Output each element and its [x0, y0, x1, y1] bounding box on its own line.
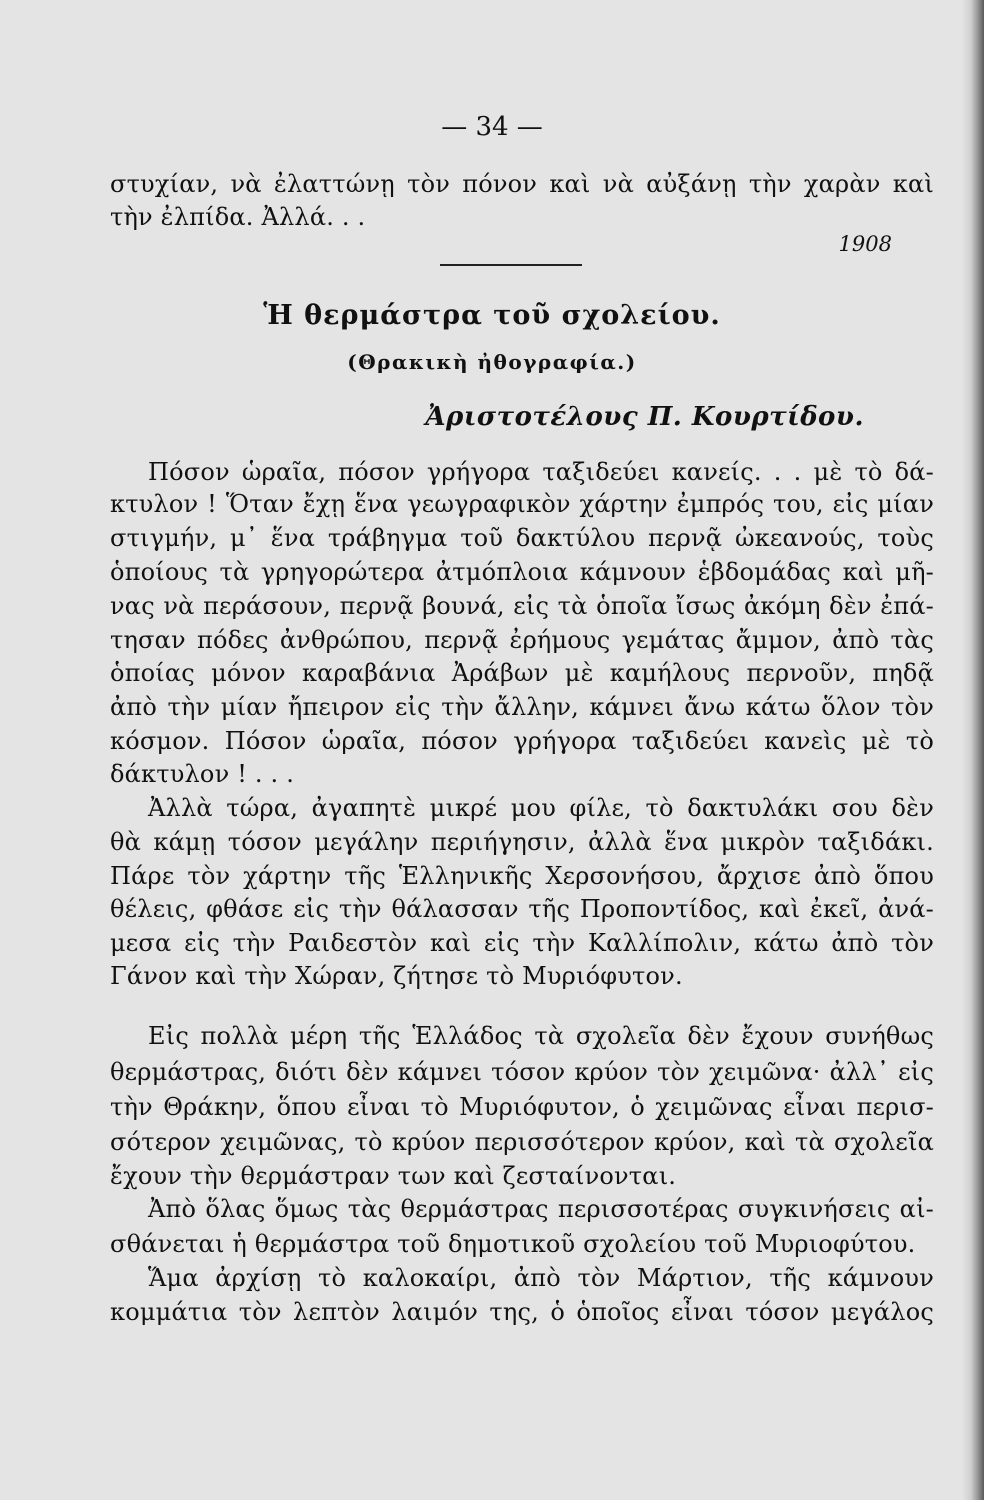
paragraph-line: Ἀπὸ ὅλας ὅμως τὰς θερμάστρας περισσοτέρας συγκινήσεις αἰ-: [148, 1195, 934, 1223]
paragraph-line: σότερον χειμῶνας, τὸ κρύον περισσότερον κρύον, καὶ τὰ σχολεῖα: [110, 1128, 934, 1156]
paragraph-line: στιγμήν, μ᾽ ἕνα τράβηγμα τοῦ δακτύλου περνᾷ ὠκεανούς, τοὺς: [110, 524, 934, 552]
previous-text-line: τὴν ἐλπίδα. Ἀλλά. . .: [110, 203, 366, 231]
paragraph-line: ὁποίας μόνον καραβάνια Ἀράβων μὲ καμήλους περνοῦν, πηδᾷ: [110, 659, 934, 687]
paragraph-line: Πάρε τὸν χάρτην τῆς Ἑλληνικῆς Χερσονήσου, ἄρχισε ἀπὸ ὅπου: [110, 862, 934, 890]
paragraph-line: δάκτυλον ! . . .: [110, 760, 295, 788]
page-number: — 34 —: [441, 112, 543, 142]
paragraph-line: κόσμον. Πόσον ὡραῖα, πόσον γρήγορα ταξιδεύει κανεὶς μὲ τὸ: [110, 727, 934, 755]
page-binding-edge: [962, 0, 984, 1500]
paragraph-line: Γάνον καὶ τὴν Χώραν, ζήτησε τὸ Μυριόφυτον.: [110, 962, 683, 990]
paragraph-line: σθάνεται ἡ θερμάστρα τοῦ δημοτικοῦ σχολείου τοῦ Μυριοφύτου.: [110, 1230, 916, 1258]
paragraph-line: Ἅμα ἀρχίσῃ τὸ καλοκαίρι, ἀπὸ τὸν Μάρτιον, τῆς κάμνουν: [148, 1264, 934, 1292]
section-divider: [440, 264, 582, 266]
paragraph-line: Πόσον ὡραῖα, πόσον γρήγορα ταξιδεύει κανείς. . . μὲ τὸ δά-: [148, 458, 934, 486]
article-title: Ἡ θερμάστρα τοῦ σχολείου.: [263, 300, 721, 331]
paragraph-line: ἔχουν τὴν θερμάστραν των καὶ ζεσταίνονται.: [110, 1162, 677, 1190]
paragraph-line: θὰ κάμῃ τόσον μεγάλην περιήγησιν, ἀλλὰ ἕνα μικρὸν ταξιδάκι.: [110, 828, 934, 856]
paragraph-line: κτυλον ! Ὅταν ἔχῃ ἕνα γεωγραφικὸν χάρτην ἐμπρός του, εἰς μίαν: [110, 490, 934, 518]
paragraph-line: μεσα εἰς τὴν Ραιδεστὸν καὶ εἰς τὴν Καλλίπολιν, κάτω ἀπὸ τὸν: [110, 929, 934, 957]
paragraph-line: ὁποίους τὰ γρηγορώτερα ἀτμόπλοια κάμνουν ἑβδομάδας καὶ μῆ-: [110, 558, 934, 586]
previous-text-line: στυχίαν, νὰ ἐλαττώνῃ τὸν πόνον καὶ νὰ αὐξάνῃ τὴν χαρὰν καὶ: [110, 170, 934, 198]
paragraph-line: θερμάστρας, διότι δὲν κάμνει τόσον κρύον τὸν χειμῶνα· ἀλλ᾽ εἰς: [110, 1058, 934, 1086]
paragraph-line: τὴν Θράκην, ὅπου εἶναι τὸ Μυριόφυτον, ὁ χειμῶνας εἶναι περισ-: [110, 1093, 934, 1121]
paragraph-line: ἀπὸ τὴν μίαν ἤπειρον εἰς τὴν ἄλλην, κάμνει ἄνω κάτω ὅλον τὸν: [110, 693, 934, 721]
paragraph-line: νας νὰ περάσουν, περνᾷ βουνά, εἰς τὰ ὁποῖα ἴσως ἀκόμη δὲν ἐπά-: [110, 592, 934, 620]
previous-article-year: 1908: [838, 232, 892, 256]
paragraph-line: κομμάτια τὸν λεπτὸν λαιμόν της, ὁ ὁποῖος εἶναι τόσον μεγάλος: [110, 1298, 934, 1326]
article-subtitle: (Θρακικὴ ἠθογραφία.): [347, 350, 637, 374]
paragraph-line: Εἰς πολλὰ μέρη τῆς Ἑλλάδος τὰ σχολεῖα δὲν ἔχουν συνήθως: [148, 1022, 934, 1050]
paragraph-line: τησαν πόδες ἀνθρώπου, περνᾷ ἐρήμους γεμάτας ἄμμον, ἀπὸ τὰς: [110, 626, 934, 654]
paragraph-line: θέλεις, φθάσε εἰς τὴν θάλασσαν τῆς Προποντίδος, καὶ ἐκεῖ, ἀνά-: [110, 895, 934, 923]
paragraph-line: Ἀλλὰ τώρα, ἀγαπητὲ μικρέ μου φίλε, τὸ δακτυλάκι σου δὲν: [148, 794, 934, 822]
article-author: Ἀριστοτέλους Π. Κουρτίδου.: [425, 402, 864, 432]
